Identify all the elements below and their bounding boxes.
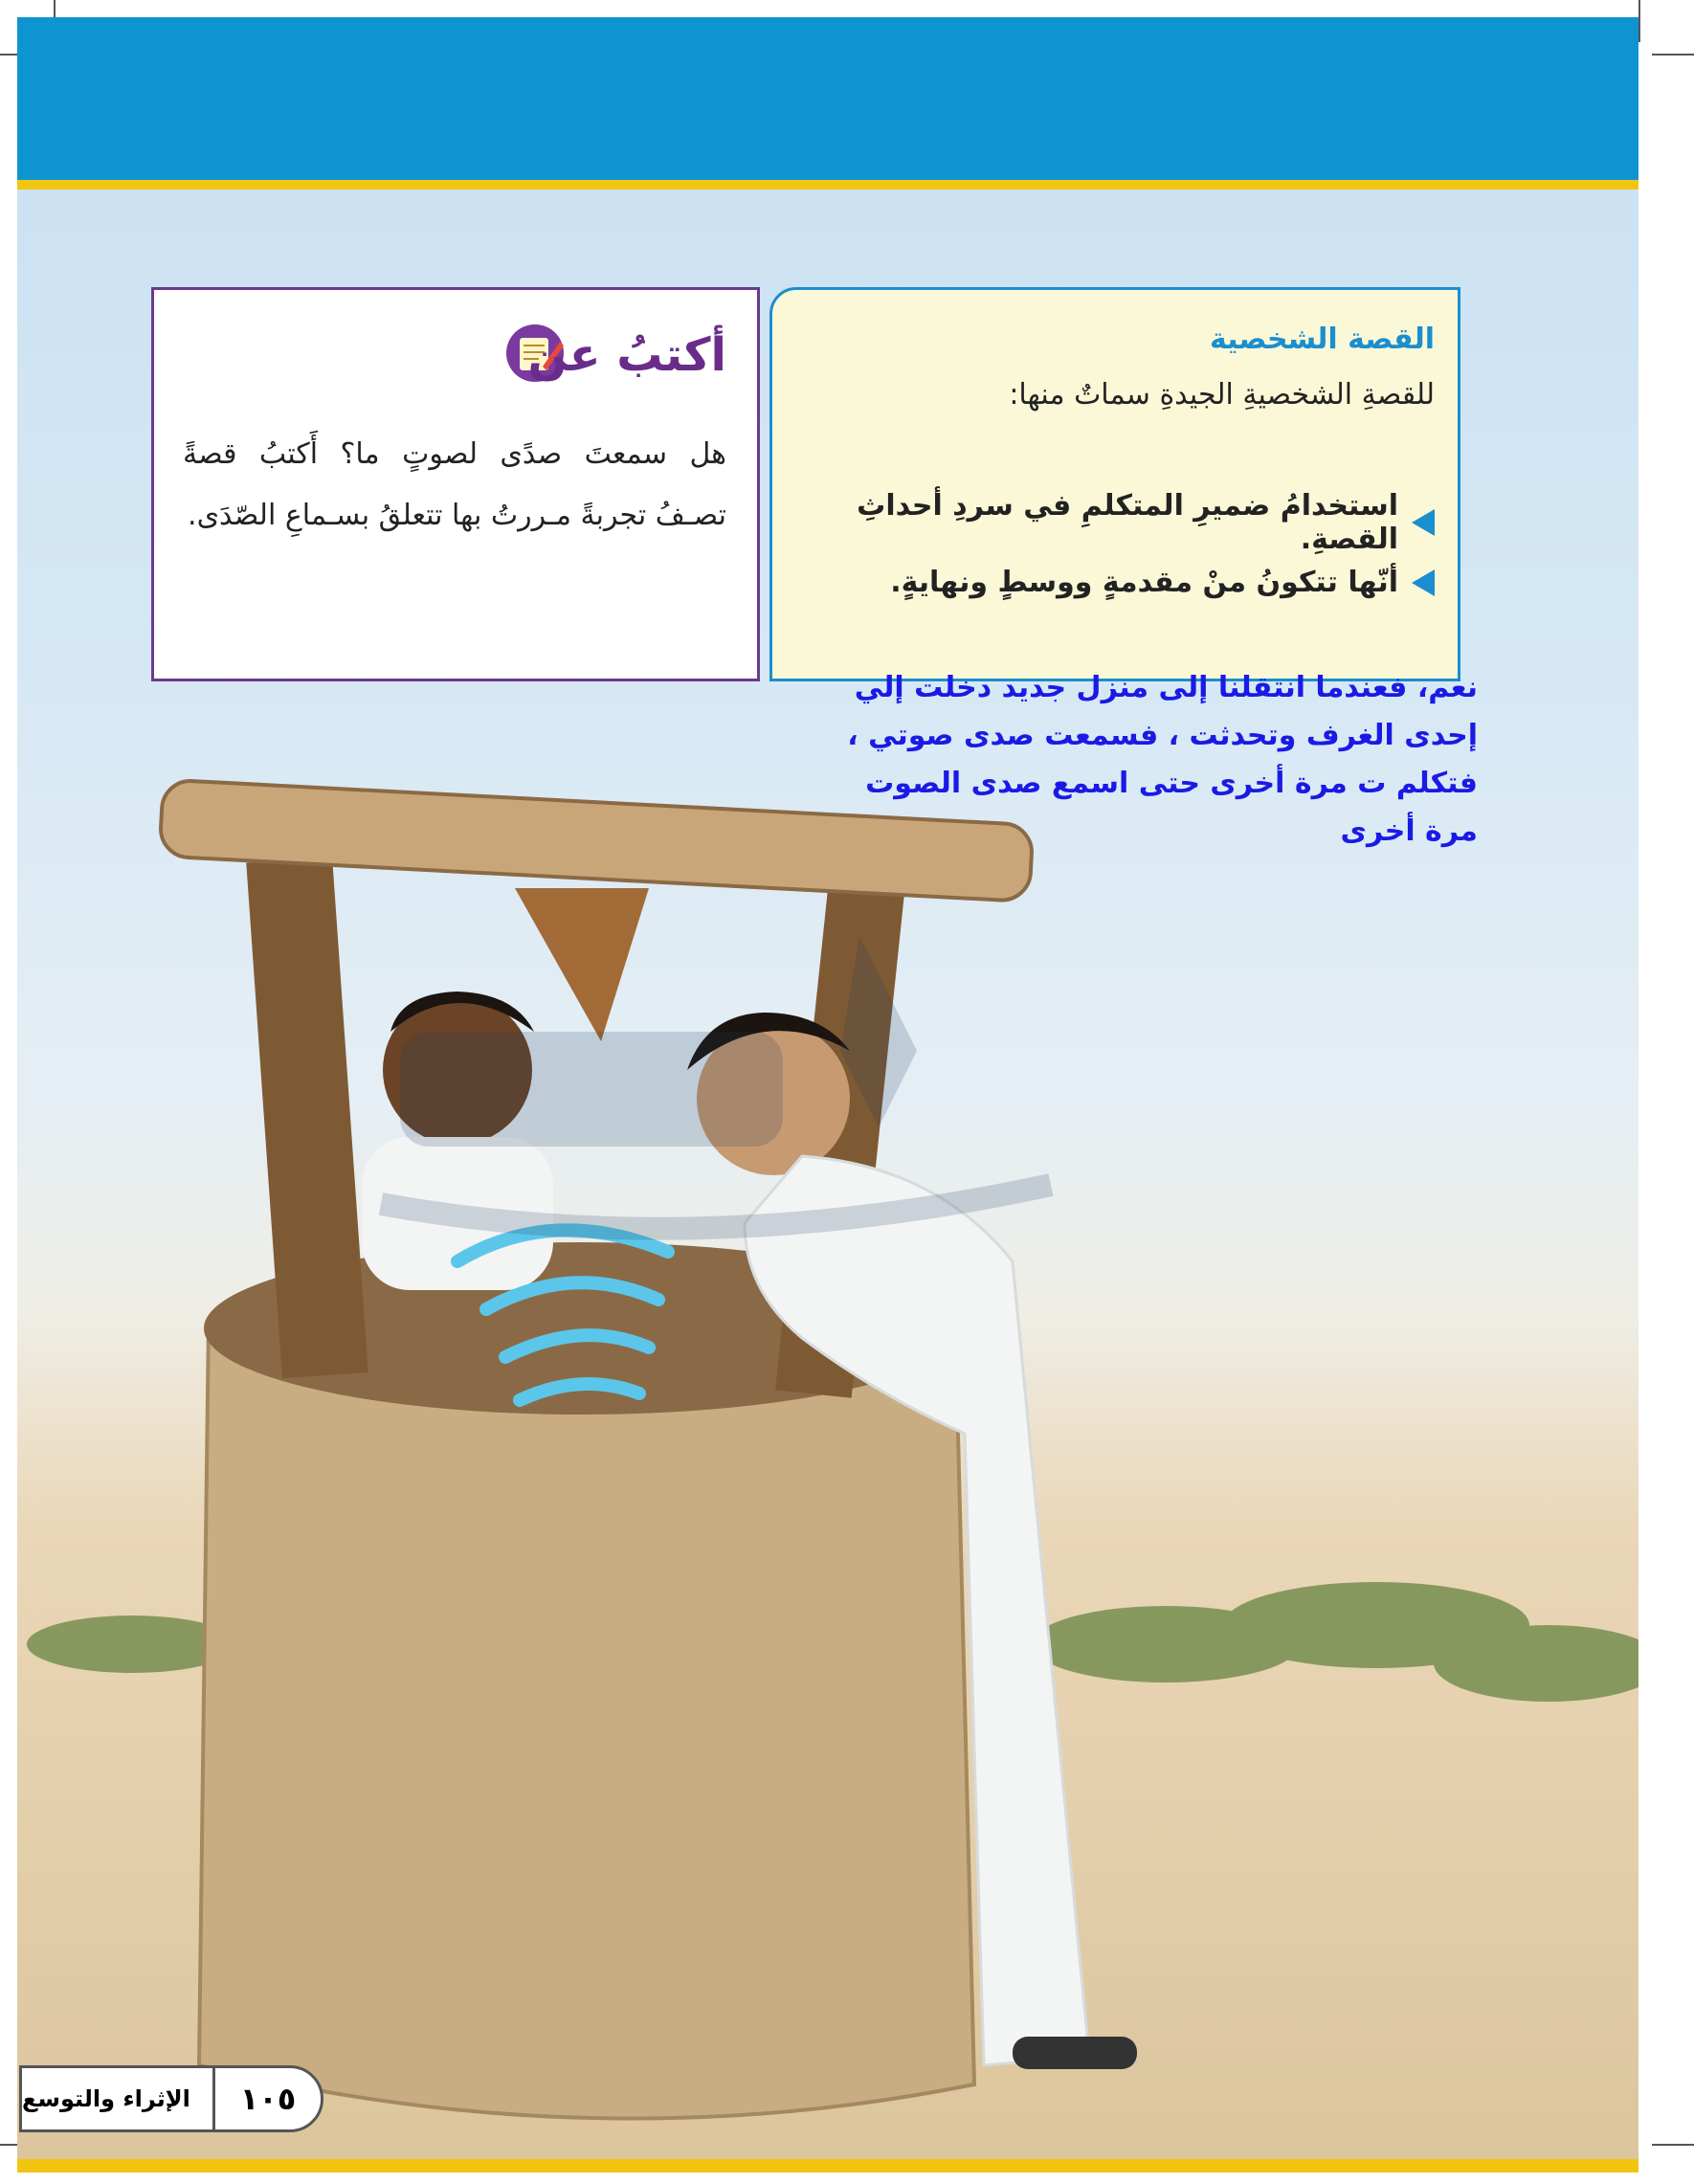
bottom-stripe: [17, 2159, 1638, 2173]
write-about-box: [151, 287, 760, 681]
write-box-prompt: هل سمعتَ صدًى لصوتٍ ما؟ أَكتبُ قصةً تصـفُ تجربةً مـررتُ بها تتعلقُ بسـماعِ الصّدَى.: [183, 437, 726, 532]
bullet-triangle-icon: [1412, 509, 1435, 536]
story-feature-text: أنّها تتكونُ منْ مقدمةٍ ووسطٍ ونهايةٍ.: [890, 566, 1398, 599]
bullet-triangle-icon: [1412, 569, 1435, 596]
story-feature-text: استخدامُ ضميرِ المتكلمِ في سردِ أحداثِ القصةِ.: [857, 489, 1398, 556]
section-label: الإثراء والتوسع: [19, 2065, 212, 2132]
story-feature-item: [890, 566, 1435, 599]
page-footer: [19, 2065, 323, 2132]
textbook-page: [17, 17, 1638, 2173]
personal-story-box: [769, 287, 1460, 681]
watermark-logo: [266, 917, 1127, 1242]
story-box-intro: للقصةِ الشخصيةِ الجيدةِ سماتٌ منها:: [1009, 378, 1435, 412]
header-stripe: [17, 180, 1638, 189]
student-answer: نعم، فعندما انتقلنا إلى منزل جديد دخلت إلي إحدى الغرف وتحدثت ، فسمعت صدى صوتي ، فتكلم ت مرة أخرى حتى اسمع صدى الصوت مرة أخرى: [847, 671, 1478, 848]
page-number: ١٠٥: [212, 2065, 323, 2132]
story-box-title: القصة الشخصية: [1209, 323, 1435, 356]
crop-mark: [1638, 0, 1640, 42]
crop-mark: [1652, 54, 1694, 56]
sandal: [1013, 2037, 1137, 2069]
crop-mark: [1652, 2144, 1694, 2146]
write-box-title: أكتبُ عن: [527, 328, 726, 382]
story-feature-item: [772, 489, 1435, 556]
header-band: [17, 17, 1638, 180]
